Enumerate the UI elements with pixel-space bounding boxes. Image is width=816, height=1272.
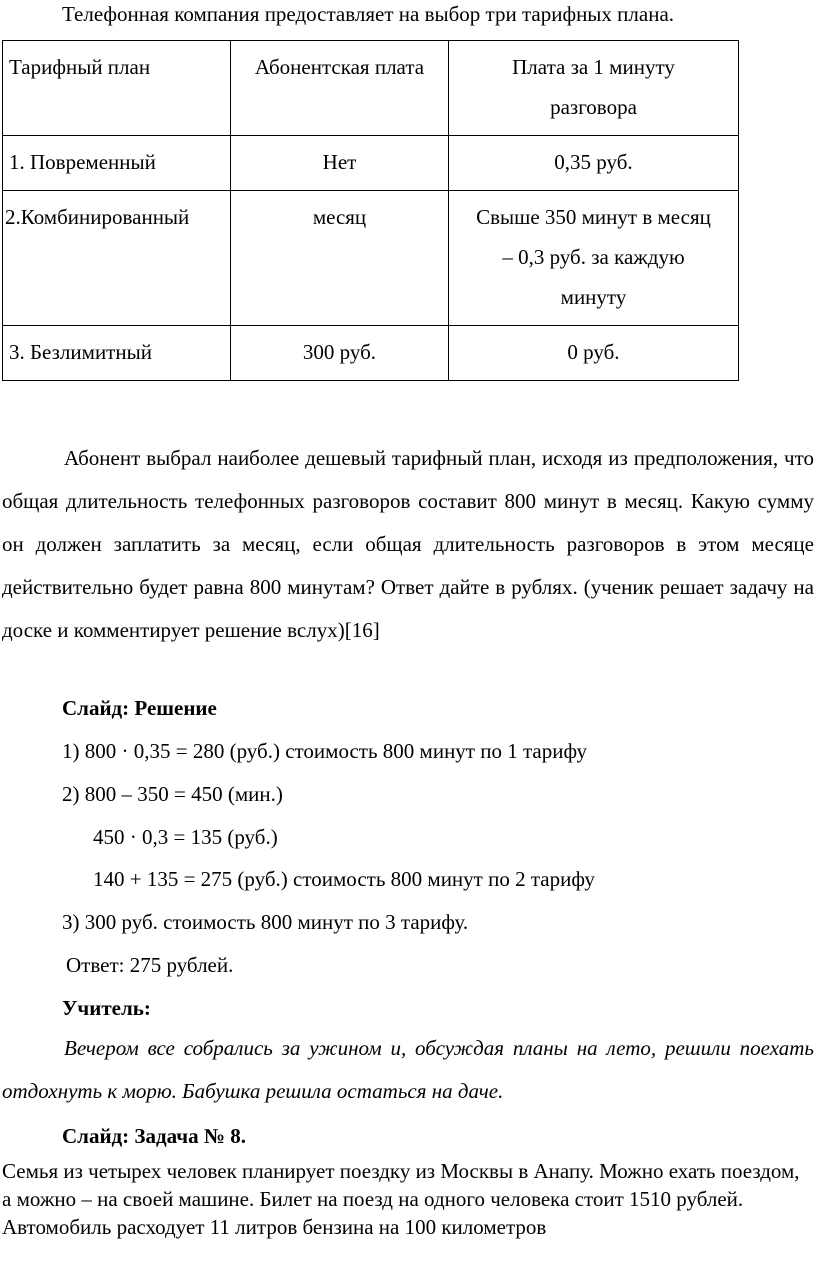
answer-line: Ответ: 275 рублей.	[66, 953, 234, 977]
header-minute-price	[449, 41, 739, 136]
row2-plan: 2.Комбинированный	[3, 191, 231, 326]
intro-sentence: Телефонная компания предоставляет на выбор три тарифных плана.	[62, 2, 675, 26]
solution-step-2a: 450 · 0,3 = 135 (руб.)	[93, 825, 278, 849]
solution-step-2: 2) 800 – 350 = 450 (мин.)	[62, 782, 283, 806]
row2-minute	[449, 191, 739, 326]
table-row	[3, 326, 739, 381]
task-text: Семья из четырех человек планирует поездку из Москвы в Анапу. Можно ехать поездом, а можно – на своей машине. Билет на поезд на одного человека стоит 1510 рублей. Автомобиль расходует 11 литров бензина на 100 километров	[2, 1159, 800, 1239]
header-minute-line1: Плата за 1 минуту	[512, 55, 675, 79]
row2-minute-line1: Свыше 350 минут в месяц	[476, 205, 711, 229]
row3-minute: 0 руб.	[449, 326, 739, 381]
table-row	[3, 136, 739, 191]
header-minute-line2: разговора	[550, 95, 637, 119]
table-row	[3, 191, 739, 326]
row1-plan: 1. Повременный	[3, 136, 231, 191]
solution-step-3: 3) 300 руб. стоимость 800 минут по 3 тарифу.	[62, 910, 469, 934]
slide-solution-heading: Слайд: Решение	[62, 696, 217, 720]
row1-fee: Нет	[231, 136, 449, 191]
row3-plan: 3. Безлимитный	[3, 326, 231, 381]
teacher-text: Вечером все собрались за ужином и, обсуждая планы на лето, решили поехать отдохнуть к морю. Бабушка решила остаться на даче.	[2, 1036, 814, 1103]
header-plan: Тарифный план	[3, 41, 231, 136]
row2-minute-line2: – 0,3 руб. за каждую	[502, 245, 685, 269]
solution-step-1: 1) 800 · 0,35 = 280 (руб.) стоимость 800 минут по 1 тарифу	[62, 739, 588, 763]
table-header-row	[3, 41, 739, 136]
teacher-label: Учитель:	[62, 996, 151, 1020]
row2-minute-line3: минуту	[560, 285, 627, 309]
row2-fee: месяц	[231, 191, 449, 326]
tariff-table	[2, 40, 739, 381]
header-fee: Абонентская плата	[231, 41, 449, 136]
row3-fee: 300 руб.	[231, 326, 449, 381]
slide-task-heading: Слайд: Задача № 8.	[62, 1124, 246, 1148]
problem-paragraph: Абонент выбрал наиболее дешевый тарифный план, исходя из предположения, что общая длительность телефонных разговоров составит 800 минут в месяц. Какую сумму он должен заплатить за месяц, если общая длительность разговоров в этом месяце действительно будет равна 800 минутам? Ответ дайте в рублях. (ученик решает задачу на доске и комментирует решение вслух)[16]	[2, 446, 814, 642]
row1-minute: 0,35 руб.	[449, 136, 739, 191]
solution-step-2b: 140 + 135 = 275 (руб.) стоимость 800 минут по 2 тарифу	[93, 867, 595, 891]
